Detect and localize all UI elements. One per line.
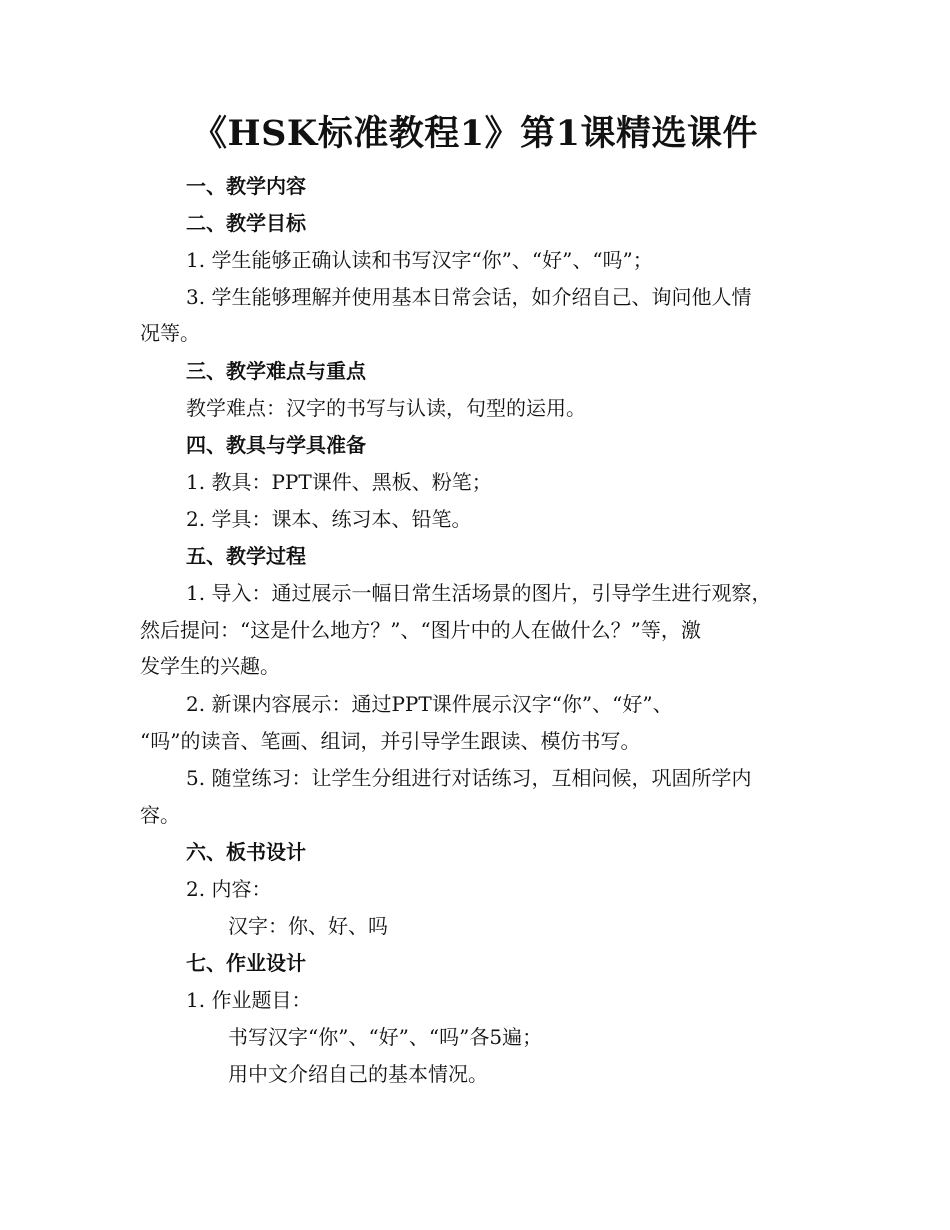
page-title: 《HSK标准教程1》第1课精选课件	[192, 113, 758, 154]
paragraph-continuation: 发学生的兴趣。	[140, 654, 280, 678]
section-heading-1: 一、教学内容	[186, 174, 306, 198]
paragraph: 5. 随堂练习：让学生分组进行对话练习，互相问候，巩固所学内	[186, 766, 752, 790]
section-heading-2: 二、教学目标	[186, 211, 306, 235]
paragraph: 1. 教具：PPT课件、黑板、粉笔；	[186, 470, 492, 494]
paragraph-indented: 书写汉字“你”、“好”、“吗”各5遍；	[228, 1025, 543, 1049]
paragraph-continuation: 容。	[140, 803, 180, 827]
section-heading-4: 四、教具与学具准备	[186, 433, 366, 457]
paragraph: 2. 内容：	[186, 877, 272, 901]
paragraph: 教学难点：汉字的书写与认读，句型的运用。	[186, 396, 586, 420]
paragraph: 1. 作业题目：	[186, 988, 312, 1012]
paragraph-continuation: “吗”的读音、笔画、组词，并引导学生跟读、模仿书写。	[140, 729, 641, 753]
paragraph: 1. 导入：通过展示一幅日常生活场景的图片，引导学生进行观察，	[186, 581, 772, 605]
section-heading-5: 五、教学过程	[186, 544, 306, 568]
paragraph: 2. 学具：课本、练习本、铅笔。	[186, 507, 472, 531]
paragraph: 3. 学生能够理解并使用基本日常会话，如介绍自己、询问他人情	[186, 285, 752, 309]
section-heading-3: 三、教学难点与重点	[186, 359, 366, 383]
paragraph-continuation: 然后提问：“这是什么地方？”、“图片中的人在做什么？”等，激	[140, 618, 701, 642]
paragraph-indented: 用中文介绍自己的基本情况。	[228, 1062, 488, 1086]
paragraph: 1. 学生能够正确认读和书写汉字“你”、“好”、“吗”；	[186, 248, 653, 272]
paragraph-indented: 汉字：你、好、吗	[228, 914, 388, 938]
paragraph-continuation: 况等。	[140, 321, 200, 345]
paragraph: 2. 新课内容展示：通过PPT课件展示汉字“你”、“好”、	[186, 692, 673, 716]
section-heading-7: 七、作业设计	[186, 951, 306, 975]
section-heading-6: 六、板书设计	[186, 840, 306, 864]
